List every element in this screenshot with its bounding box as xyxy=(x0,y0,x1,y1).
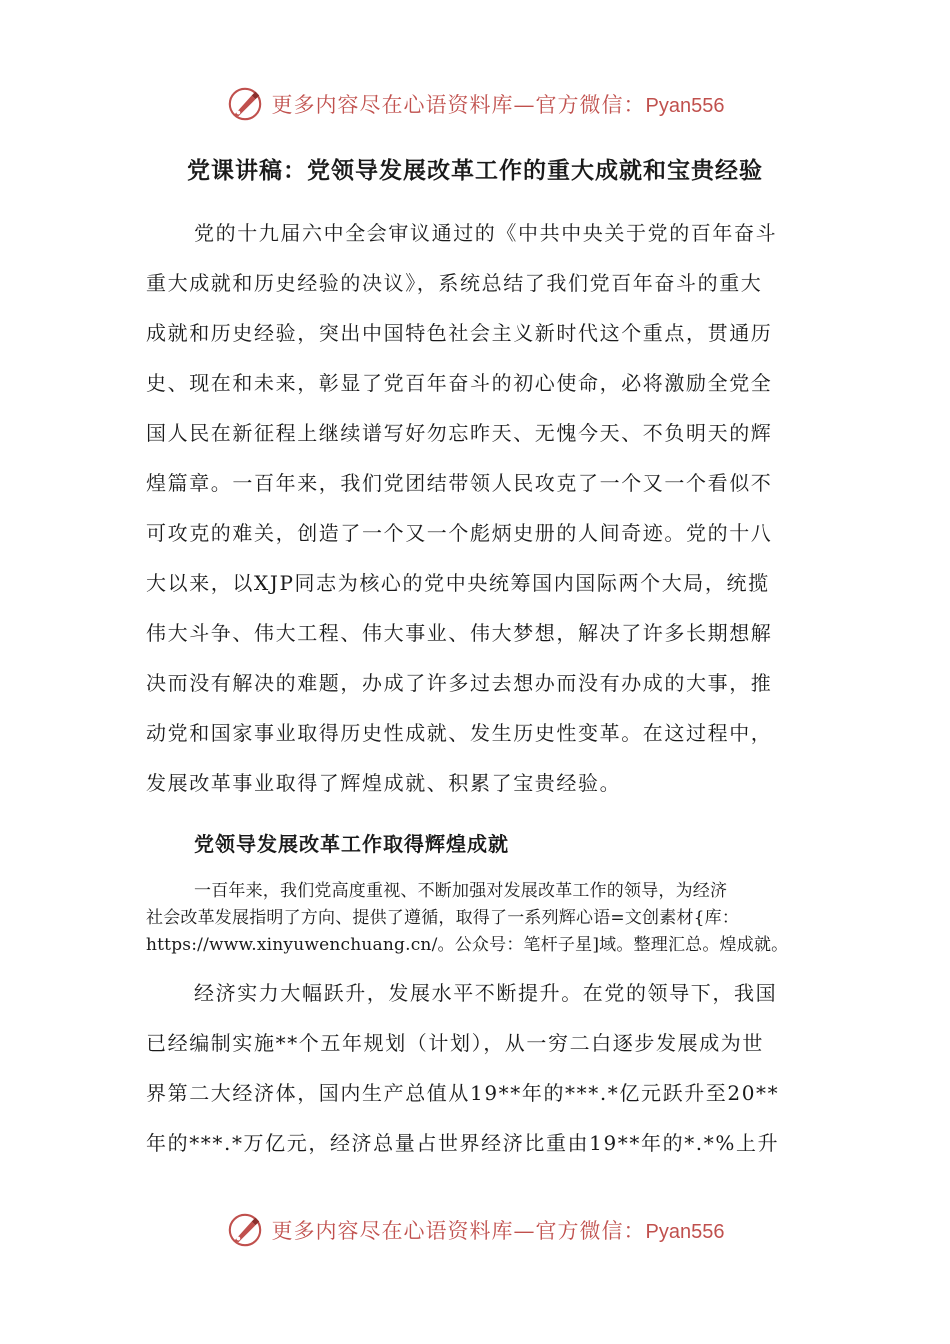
header-banner xyxy=(0,82,950,126)
banner-text: 更多内容尽在心语资料库—官方微信：Pyan556 xyxy=(271,93,725,117)
text-line: https://www.xinyuwenchuang.cn/。公众号：笔杆子星]域。整理汇总。煌成就。 xyxy=(146,935,789,955)
section-heading: 党领导发展改革工作取得辉煌成就 xyxy=(194,832,509,856)
text-line: 可攻克的难关，创造了一个又一个彪炳史册的人间奇迹。党的十八 xyxy=(146,521,773,545)
text-line: 发展改革事业取得了辉煌成就、积累了宝贵经验。 xyxy=(146,771,622,795)
paragraph-intro xyxy=(146,208,796,808)
text-line: 年的***.*万亿元，经济总量占世界经济比重由19**年的*.*%上升 xyxy=(146,1131,780,1155)
text-line: 伟大斗争、伟大工程、伟大事业、伟大梦想，解决了许多长期想解 xyxy=(146,621,773,645)
footer-banner xyxy=(0,1208,950,1252)
text-line: 经济实力大幅跃升，发展水平不断提升。在党的领导下，我国 xyxy=(194,981,778,1005)
text-line: 史、现在和未来，彰显了党百年奋斗的初心使命，必将激励全党全 xyxy=(146,371,773,395)
text-line: 界第二大经济体，国内生产总值从19**年的***.*亿元跃升至20** xyxy=(146,1081,780,1105)
pen-nib-logo-icon xyxy=(226,85,264,123)
text-line: 煌篇章。一百年来，我们党团结带领人民攻克了一个又一个看似不 xyxy=(146,471,773,495)
text-line: 一百年来，我们党高度重视、不断加强对发展改革工作的领导，为经济 xyxy=(194,881,728,901)
text-line: 社会改革发展指明了方向、提供了遵循，取得了一系列辉心语=文创素材{库： xyxy=(146,908,740,928)
paragraph-economy xyxy=(146,968,796,1168)
pen-nib-logo-icon xyxy=(226,1211,264,1249)
text-line: 成就和历史经验，突出中国特色社会主义新时代这个重点，贯通历 xyxy=(146,321,773,345)
text-line: 重大成就和历史经验的决议》，系统总结了我们党百年奋斗的重大 xyxy=(146,271,763,295)
text-line: 国人民在新征程上继续谱写好勿忘昨天、无愧今天、不负明天的辉 xyxy=(146,421,773,445)
text-line: 动党和国家事业取得历史性成就、发生历史性变革。在这过程中， xyxy=(146,721,773,745)
text-line: 已经编制实施**个五年规划（计划），从一穷二白逐步发展成为世 xyxy=(146,1031,764,1055)
document-title: 党课讲稿：党领导发展改革工作的重大成就和宝贵经验 xyxy=(187,158,763,184)
banner-text: 更多内容尽在心语资料库—官方微信：Pyan556 xyxy=(271,1219,725,1243)
text-line: 决而没有解决的难题，办成了许多过去想办而没有办成的大事，推 xyxy=(146,671,773,695)
paragraph-summary xyxy=(146,878,826,959)
text-line: 党的十九届六中全会审议通过的《中共中央关于党的百年奋斗 xyxy=(194,221,778,245)
text-line: 大以来，以XJP同志为核心的党中央统筹国内国际两个大局，统揽 xyxy=(146,571,770,595)
